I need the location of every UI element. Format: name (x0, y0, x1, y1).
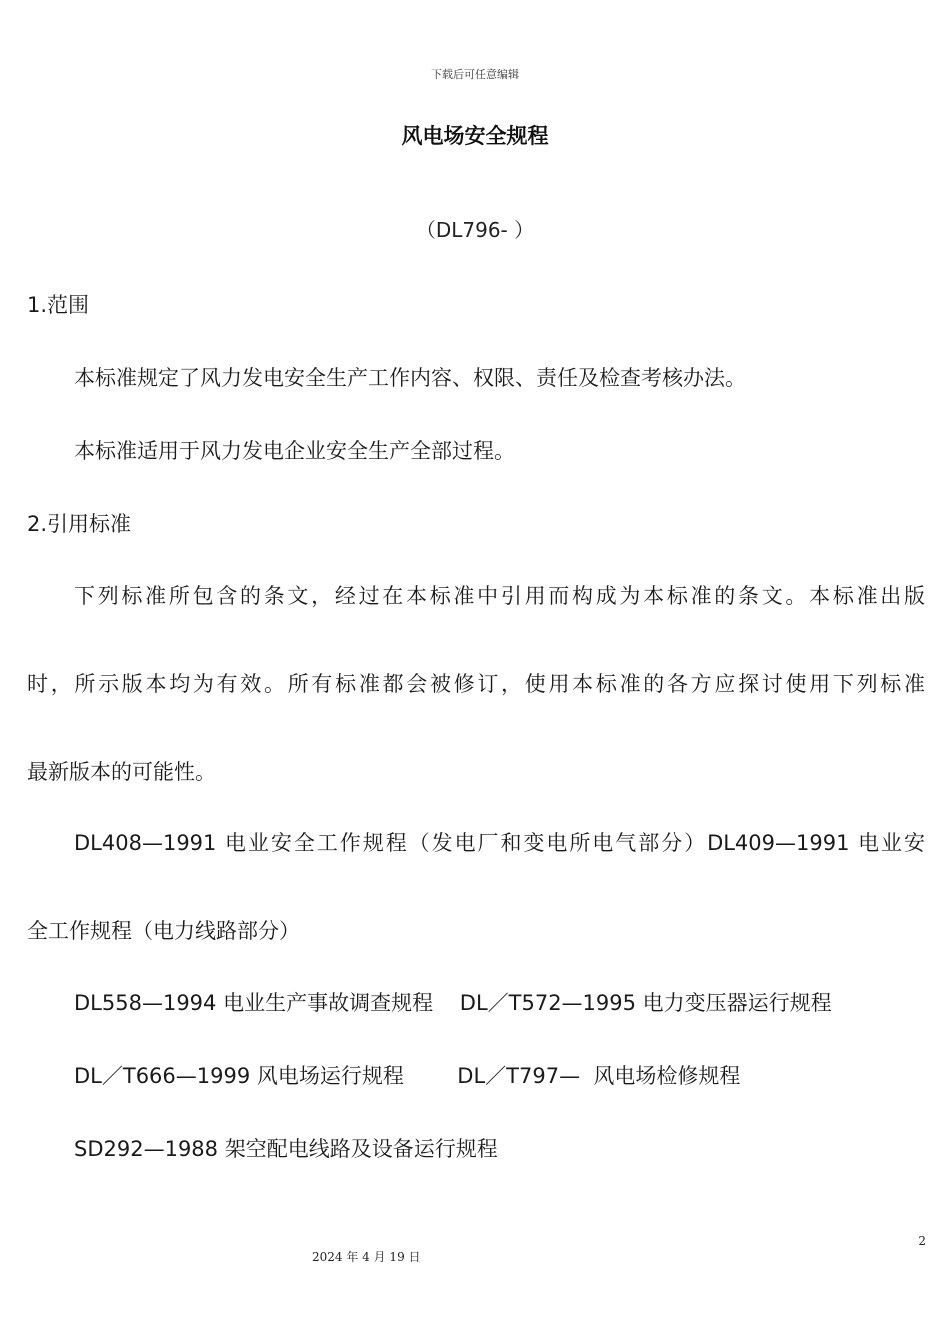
document-title: 风电场安全规程 (401, 124, 549, 148)
reference-line-5: SD292—1988 架空配电线路及设备运行规程 (74, 1137, 498, 1161)
section-heading-scope: 1.范围 (27, 293, 90, 317)
reference-line-2: 全工作规程（电力线路部分） (27, 919, 300, 943)
page-number: 2 (918, 1234, 926, 1248)
reference-line-3: DL558—1994 电业生产事故调查规程 DL／T572—1995 电力变压器运行规程 (74, 991, 832, 1015)
reference-line-4: DL／T666—1999 风电场运行规程 DL／T797— 风电场检修规程 (74, 1064, 741, 1088)
paragraph-scope-1: 本标准规定了风力发电安全生产工作内容、权限、责任及检查考核办法。 (74, 366, 746, 390)
reference-line-1: DL408—1991 电业安全工作规程（发电厂和变电所电气部分）DL409—1991 电业安 (74, 831, 925, 855)
section-heading-references: 2.引用标准 (27, 512, 132, 536)
page-header-note: 下载后可任意编辑 (431, 68, 519, 81)
references-intro-line-2: 时，所示版本均为有效。所有标准都会被修订，使用本标准的各方应探讨使用下列标准 (27, 672, 925, 696)
standard-code: （DL796- ） (415, 218, 535, 242)
references-intro-line-3: 最新版本的可能性。 (27, 760, 216, 784)
footer-date: 2024 年 4 月 19 日 (312, 1250, 421, 1264)
paragraph-scope-2: 本标准适用于风力发电企业安全生产全部过程。 (74, 439, 515, 463)
references-intro-line-1: 下列标准所包含的条文，经过在本标准中引用而构成为本标准的条文。本标准出版 (74, 584, 925, 608)
